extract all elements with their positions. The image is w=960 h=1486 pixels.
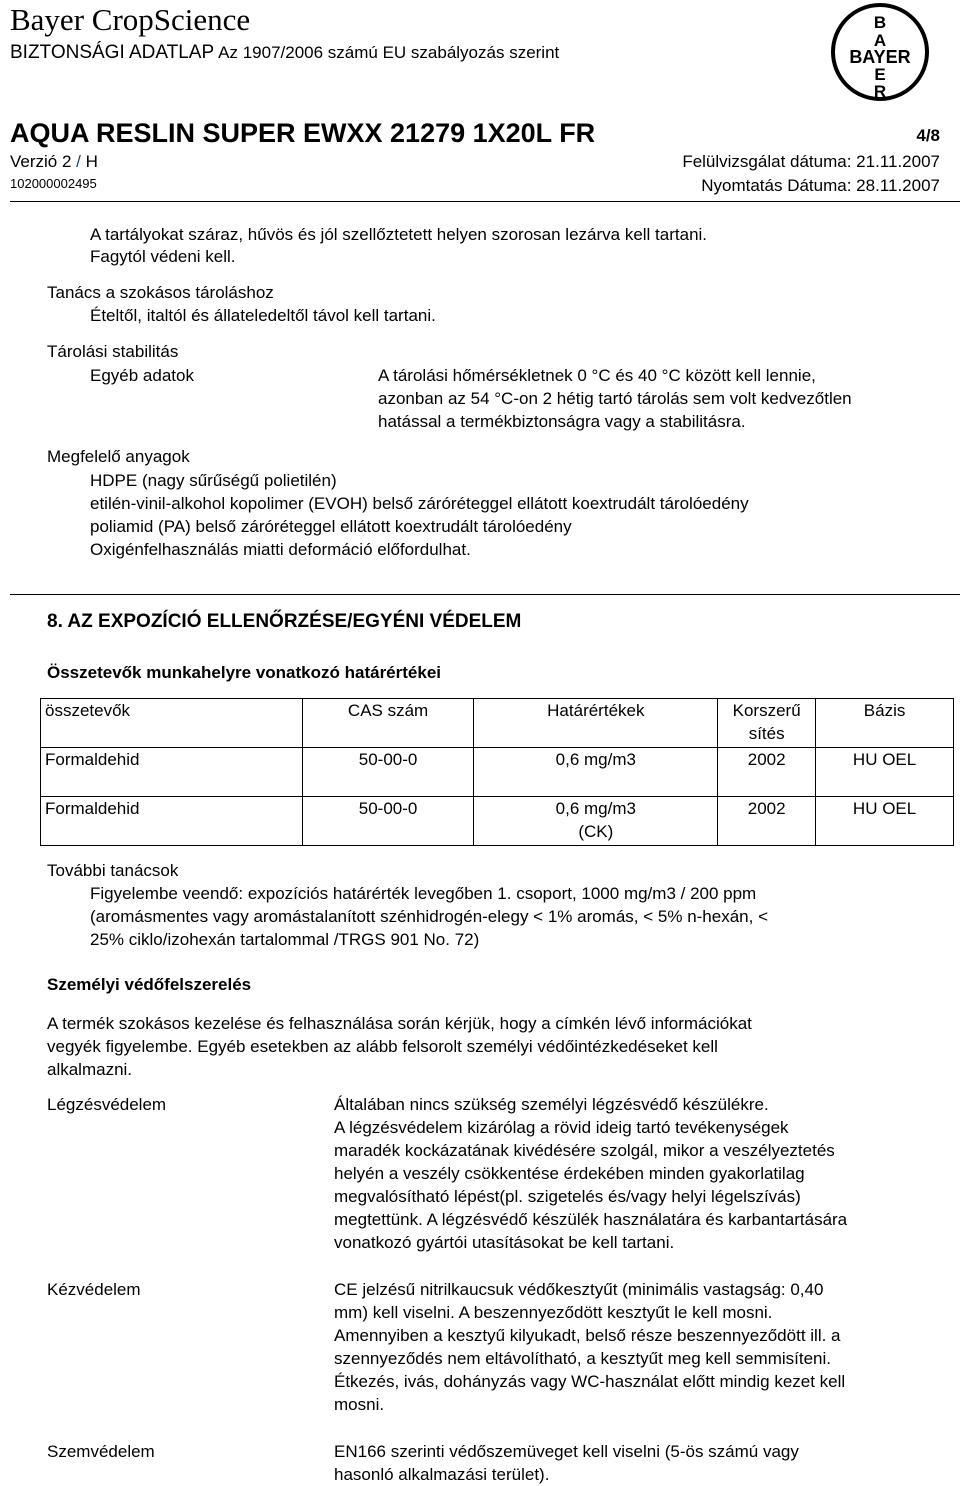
cell-limit-value: 0,6 mg/m3	[555, 799, 636, 818]
logo-letter-r: R	[873, 82, 887, 101]
hand-protection-line: Amennyiben a kesztyű kilyukadt, belső része beszennyeződött ill. a	[334, 1326, 841, 1345]
cell-limit	[474, 797, 718, 846]
eye-protection-line: hasonló alkalmazási terület).	[334, 1465, 550, 1484]
eye-protection-label: Szemvédelem	[47, 1442, 155, 1461]
hand-protection-line: Étkezés, ivás, dohányzás vagy WC-használat előtt mindig kezet kell	[334, 1372, 846, 1391]
storage-stability-heading: Tárolási stabilitás	[47, 342, 179, 361]
section-divider	[10, 594, 960, 595]
revision-date: Felülvizsgálat dátuma: 21.11.2007	[682, 152, 940, 171]
cell-basis: HU OEL	[816, 748, 954, 797]
cell-limit	[474, 748, 718, 797]
table-row	[41, 748, 954, 797]
bayer-logo	[816, 2, 944, 102]
column-header-limits: Határértékek	[474, 699, 718, 748]
hand-protection-line: szennyeződés nem eltávolítható, a kesztyűt meg kell semmisíteni.	[334, 1349, 832, 1368]
page-number: 4/8	[916, 126, 940, 145]
further-advice-heading: További tanácsok	[47, 861, 179, 880]
respiratory-line: megtettünk. A légzésvédő készülék használatára és karbantartására	[334, 1210, 848, 1229]
storage-line-1: A tartályokat száraz, hűvös és jól szellőztetett helyen szorosan lezárva kell tartani.	[90, 225, 708, 244]
version-info	[10, 152, 98, 172]
hand-protection-line: mosni.	[334, 1395, 385, 1414]
materials-line: etilén-vinil-alkohol kopolimer (EVOH) belső záróréteggel ellátott koextrudált tárolóedény	[90, 494, 749, 513]
respiratory-line: vonatkozó gyártói utasításokat be kell tartani.	[334, 1233, 675, 1252]
ppe-intro-line: alkalmazni.	[47, 1060, 133, 1079]
respiratory-label: Légzésvédelem	[47, 1095, 167, 1114]
print-date: Nyomtatás Dátuma: 28.11.2007	[701, 176, 940, 195]
further-advice-line: Figyelembe veendő: expozíciós határérték levegőben 1. csoport, 1000 mg/m3 / 200 ppm	[90, 884, 757, 903]
product-name: AQUA RESLIN SUPER EWXX 21279 1X20L FR	[10, 118, 596, 148]
product-code: 102000002495	[10, 176, 97, 191]
materials-line: poliamid (PA) belső záróréteggel ellátott koextrudált tárolóedény	[90, 517, 572, 536]
cell-update: 2002	[718, 748, 816, 797]
further-advice-line: (aromásmentes vagy aromástalanított szénhidrogén-elegy < 1% aromás, < 5% n-hexán, <	[90, 907, 768, 926]
version-language: H	[85, 152, 98, 171]
storage-advice-text: Ételtől, italtól és állateledeltől távol kell tartani.	[90, 306, 436, 325]
column-header-update-line: sítés	[748, 724, 785, 743]
ppe-heading: Személyi védőfelszerelés	[47, 975, 252, 994]
cell-cas: 50-00-0	[302, 797, 474, 846]
column-header-components: összetevők	[41, 699, 303, 748]
respiratory-line: A légzésvédelem kizárólag a rövid ideig tartó tevékenységek	[334, 1118, 789, 1137]
cell-update: 2002	[718, 797, 816, 846]
storage-line-2: Fagytól védeni kell.	[90, 247, 236, 266]
respiratory-line: maradék kockázatának kivédésére szolgál, mikor a veszélyeztetés	[334, 1141, 835, 1160]
company-name: Bayer CropScience	[10, 2, 251, 37]
column-header-basis: Bázis	[816, 699, 954, 748]
hand-protection-line: CE jelzésű nitrilkaucsuk védőkesztyűt (minimális vastagság: 0,40	[334, 1280, 824, 1299]
exposure-limits-table	[40, 698, 954, 846]
other-data-label: Egyéb adatok	[90, 366, 194, 385]
column-header-cas: CAS szám	[302, 699, 474, 748]
ppe-intro-line: A termék szokásos kezelése és felhasználása során kérjük, hogy a címkén lévő információkat	[47, 1014, 752, 1033]
version-separator: /	[71, 152, 86, 171]
materials-line: HDPE (nagy sűrűségű polietilén)	[90, 471, 337, 490]
cell-limit-note: (CK)	[578, 822, 614, 841]
cell-limit-value: 0,6 mg/m3	[555, 750, 636, 769]
ppe-intro-line: vegyék figyelembe. Egyéb esetekben az alább felsorolt személyi védőintézkedéseket kell	[47, 1037, 718, 1056]
respiratory-line: Általában nincs szükség személyi légzésvédő készülékre.	[334, 1095, 769, 1114]
version-label: Verzió 2	[10, 152, 72, 171]
eye-protection-line: EN166 szerinti védőszemüveget kell viselni (5-ös számú vagy	[334, 1442, 799, 1461]
cell-cas: 50-00-0	[302, 748, 474, 797]
respiratory-line: helyén a veszély csökkentése érdekében minden gyakorlatilag	[334, 1164, 805, 1183]
document-type-label: BIZTONSÁGI ADATLAP	[10, 42, 215, 63]
other-data-line: azonban az 54 °C-on 2 hétig tartó tárolás sem volt kedvezőtlen	[378, 389, 852, 408]
materials-heading: Megfelelő anyagok	[47, 447, 190, 466]
logo-letter-a: A	[873, 31, 887, 50]
header-divider	[10, 201, 960, 202]
cell-component: Formaldehid	[41, 748, 303, 797]
hand-protection-line: mm) kell viselni. A beszennyeződött kesztyűt le kell mosni.	[334, 1303, 773, 1322]
document-type	[10, 40, 559, 66]
other-data-line: A tárolási hőmérsékletnek 0 °C és 40 °C között kell lennie,	[378, 366, 816, 385]
hand-protection-label: Kézvédelem	[47, 1280, 141, 1299]
logo-word-bayer: BAYER	[849, 47, 911, 67]
cell-component: Formaldehid	[41, 797, 303, 846]
column-header-update-line: Korszerű	[732, 701, 801, 720]
materials-line: Oxigénfelhasználás miatti deformáció előfordulhat.	[90, 540, 471, 559]
respiratory-line: megvalósítható lépést(pl. szigetelés és/vagy helyi légelszívás)	[334, 1187, 801, 1206]
cell-basis: HU OEL	[816, 797, 954, 846]
storage-advice-heading: Tanács a szokásos tároláshoz	[47, 283, 274, 302]
further-advice-line: 25% ciklo/izohexán tartalommal /TRGS 901 No. 72)	[90, 930, 480, 949]
logo-letter-b: B	[873, 13, 887, 32]
section-8-title: 8. AZ EXPOZÍCIÓ ELLENŐRZÉSE/EGYÉNI VÉDELEM	[47, 611, 522, 632]
limits-heading: Összetevők munkahelyre vonatkozó határértékei	[47, 663, 441, 682]
column-header-update	[718, 699, 816, 748]
other-data-line: hatással a termékbiztonságra vagy a stabilitásra.	[378, 412, 746, 431]
regulation-text: Az 1907/2006 számú EU szabályozás szerint	[218, 43, 560, 62]
table-row	[41, 797, 954, 846]
logo-letter-e: E	[874, 65, 886, 84]
